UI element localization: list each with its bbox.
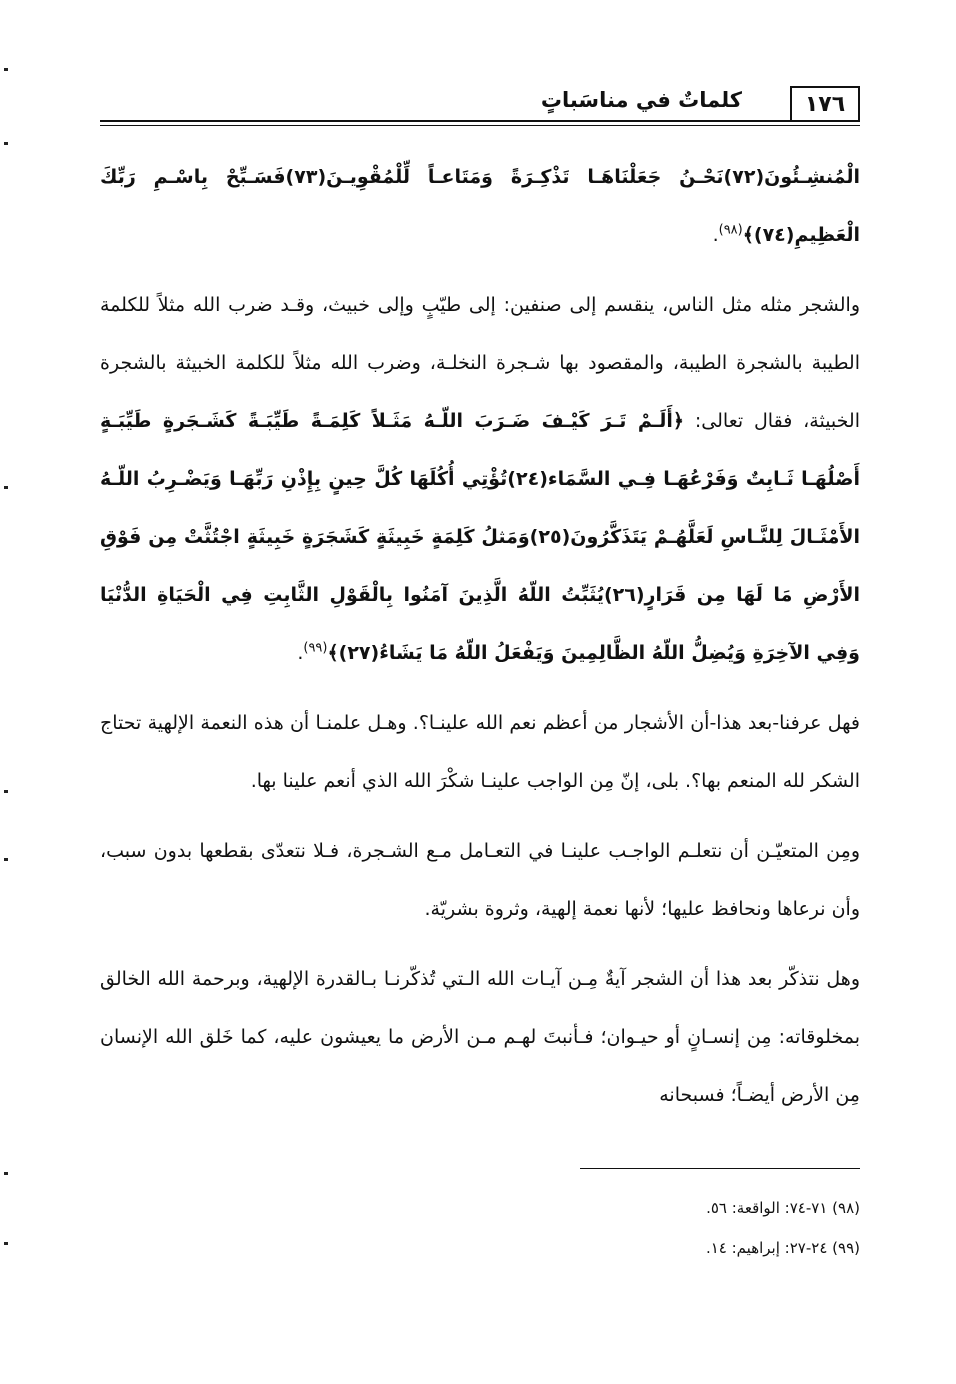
paragraph-text: وهل نتذكّر بعد هذا أن الشجر آيةٌ مِـن آيـات الله الـتي تُذكّرنـا بـالقدرة الإلهية، وبرحمة الله الخالق بمخلوقاته: مِن إنسـانٍ أو حيـوان؛ فـأنبتَ لهـم مـن الأرض ما يعيشون عليه، كما خَلق الله الإنسان مِن الأرض أيضـاً؛ فسبحانه bbox=[100, 968, 860, 1106]
footnote-99: (٩٩) ٢٤-٢٧: إبراهيم: ١٤. bbox=[705, 1239, 860, 1257]
footnote-separator bbox=[580, 1168, 860, 1169]
margin-mark bbox=[4, 1242, 8, 1245]
footnote-98: (٩٨) ٧١-٧٤: الواقعة: ٥٦. bbox=[706, 1199, 860, 1217]
margin-mark bbox=[4, 68, 8, 71]
margin-mark bbox=[4, 858, 8, 861]
quran-verse: الْمُنشِـئُونَ(٧٢)نَحْـنُ جَعَلْنَاهَـا تَذْكِـرَةً وَمَتَاعـاً لِّلْمُقْوِيـنَ(٧٣)فَسَـبِّحْ بِاسْـمِ رَبِّكَ الْعَظِيمِ(٧٤)﴾ bbox=[100, 166, 860, 246]
paragraph-text: والشجر مثله مثل الناس، ينقسم إلى صنفين: إلى طيّبٍ وإلى خبيث، وقـد ضرب الله مثلاً للكلمة الطيبة بالشجرة الطيبة، والمقصود بها شـجرة النخلـة، وضرب الله مثلاً للكلمة الخبيثة بالشجرة الخبيثة، فقال تعالى: bbox=[100, 294, 860, 432]
quran-verse: ﴿أَلَـمْ تَـرَ كَيْـفَ ضَـرَبَ اللّـهُ مَثَـلاً كَلِمَـةً طَيِّبَـةً كَشَـجَرةٍ طَيِّبَـةٍ أَصْلُهَـا ثَـابِتٌ وَفَرْعُهَـا فِـي السَّمَاء(٢٤)تُؤْتِي أُكُلَهَا كُلَّ حِينٍ بِإِذْنِ رَبِّهَـا وَيَضْـرِبُ اللّـهُ الأَمْثَـالَ لِلنَّـاسِ لَعَلَّهُـمْ يَتَذَكَّرُونَ(٢٥)وَمَثلُ كَلِمَةٍ خَبِيثَةٍ كَشَجَرَةٍ خَبِيثَةٍ اجْتُثَّتْ مِن فَوْقِ الأَرْضِ مَا لَهَا مِن قَرَارٍ(٢٦)يُثَبِّتُ اللّهُ الَّذِينَ آمَنُوا بِالْقَوْلِ الثَّابِتِ فِي الْحَيَاةِ الدُّنْيَا وَفِي الآخِرَةِ وَيُضِلُّ اللّهُ الظَّالِمِينَ وَيَفْعَلُ اللّهُ مَا يَشَاءُ(٢٧)﴾ bbox=[100, 410, 860, 664]
header-rule bbox=[100, 120, 860, 122]
paragraph-text: . bbox=[297, 642, 304, 664]
footnote-reference: (٩٩) bbox=[303, 640, 328, 656]
paragraph bbox=[100, 694, 860, 810]
paragraph-text: . bbox=[712, 224, 719, 246]
margin-mark bbox=[4, 1172, 8, 1175]
paragraph bbox=[100, 950, 860, 1124]
paragraph-text: فهل عرفنا-بعد هذا-أن الأشجار من أعظم نعم الله علينـا؟. وهـل علمنـا أن هذه النعمة الإلهية تحتاج الشكر لله المنعم بها؟. بلى، إنّ مِن الواجب علينـا شكْرَ الله الذي أنعم علينا بها. bbox=[100, 712, 860, 792]
margin-mark bbox=[4, 790, 8, 793]
margin-mark bbox=[4, 486, 8, 489]
paragraph-text: ومِن المتعيّـن أن نتعلـم الواجـب علينـا في التعـامل مـع الشـجرة، فـلا نتعدّى بقطعها بدون سبب، وأن نرعاها ونحافظ عليها؛ لأنها نعمة إلهية، وثروة بشريّة. bbox=[100, 840, 860, 920]
paragraph bbox=[100, 276, 860, 682]
margin-mark bbox=[4, 142, 8, 145]
footnote-reference: (٩٨) bbox=[718, 222, 743, 238]
footnotes bbox=[100, 1188, 860, 1268]
paragraph bbox=[100, 822, 860, 938]
page-header bbox=[100, 86, 860, 126]
running-title: كلماتٌ في مناسَباتٍ bbox=[540, 88, 742, 112]
page-number: ١٧٦ bbox=[790, 86, 860, 122]
paragraph bbox=[100, 148, 860, 264]
header-rule-thin bbox=[100, 125, 860, 126]
body-text bbox=[100, 148, 860, 1136]
